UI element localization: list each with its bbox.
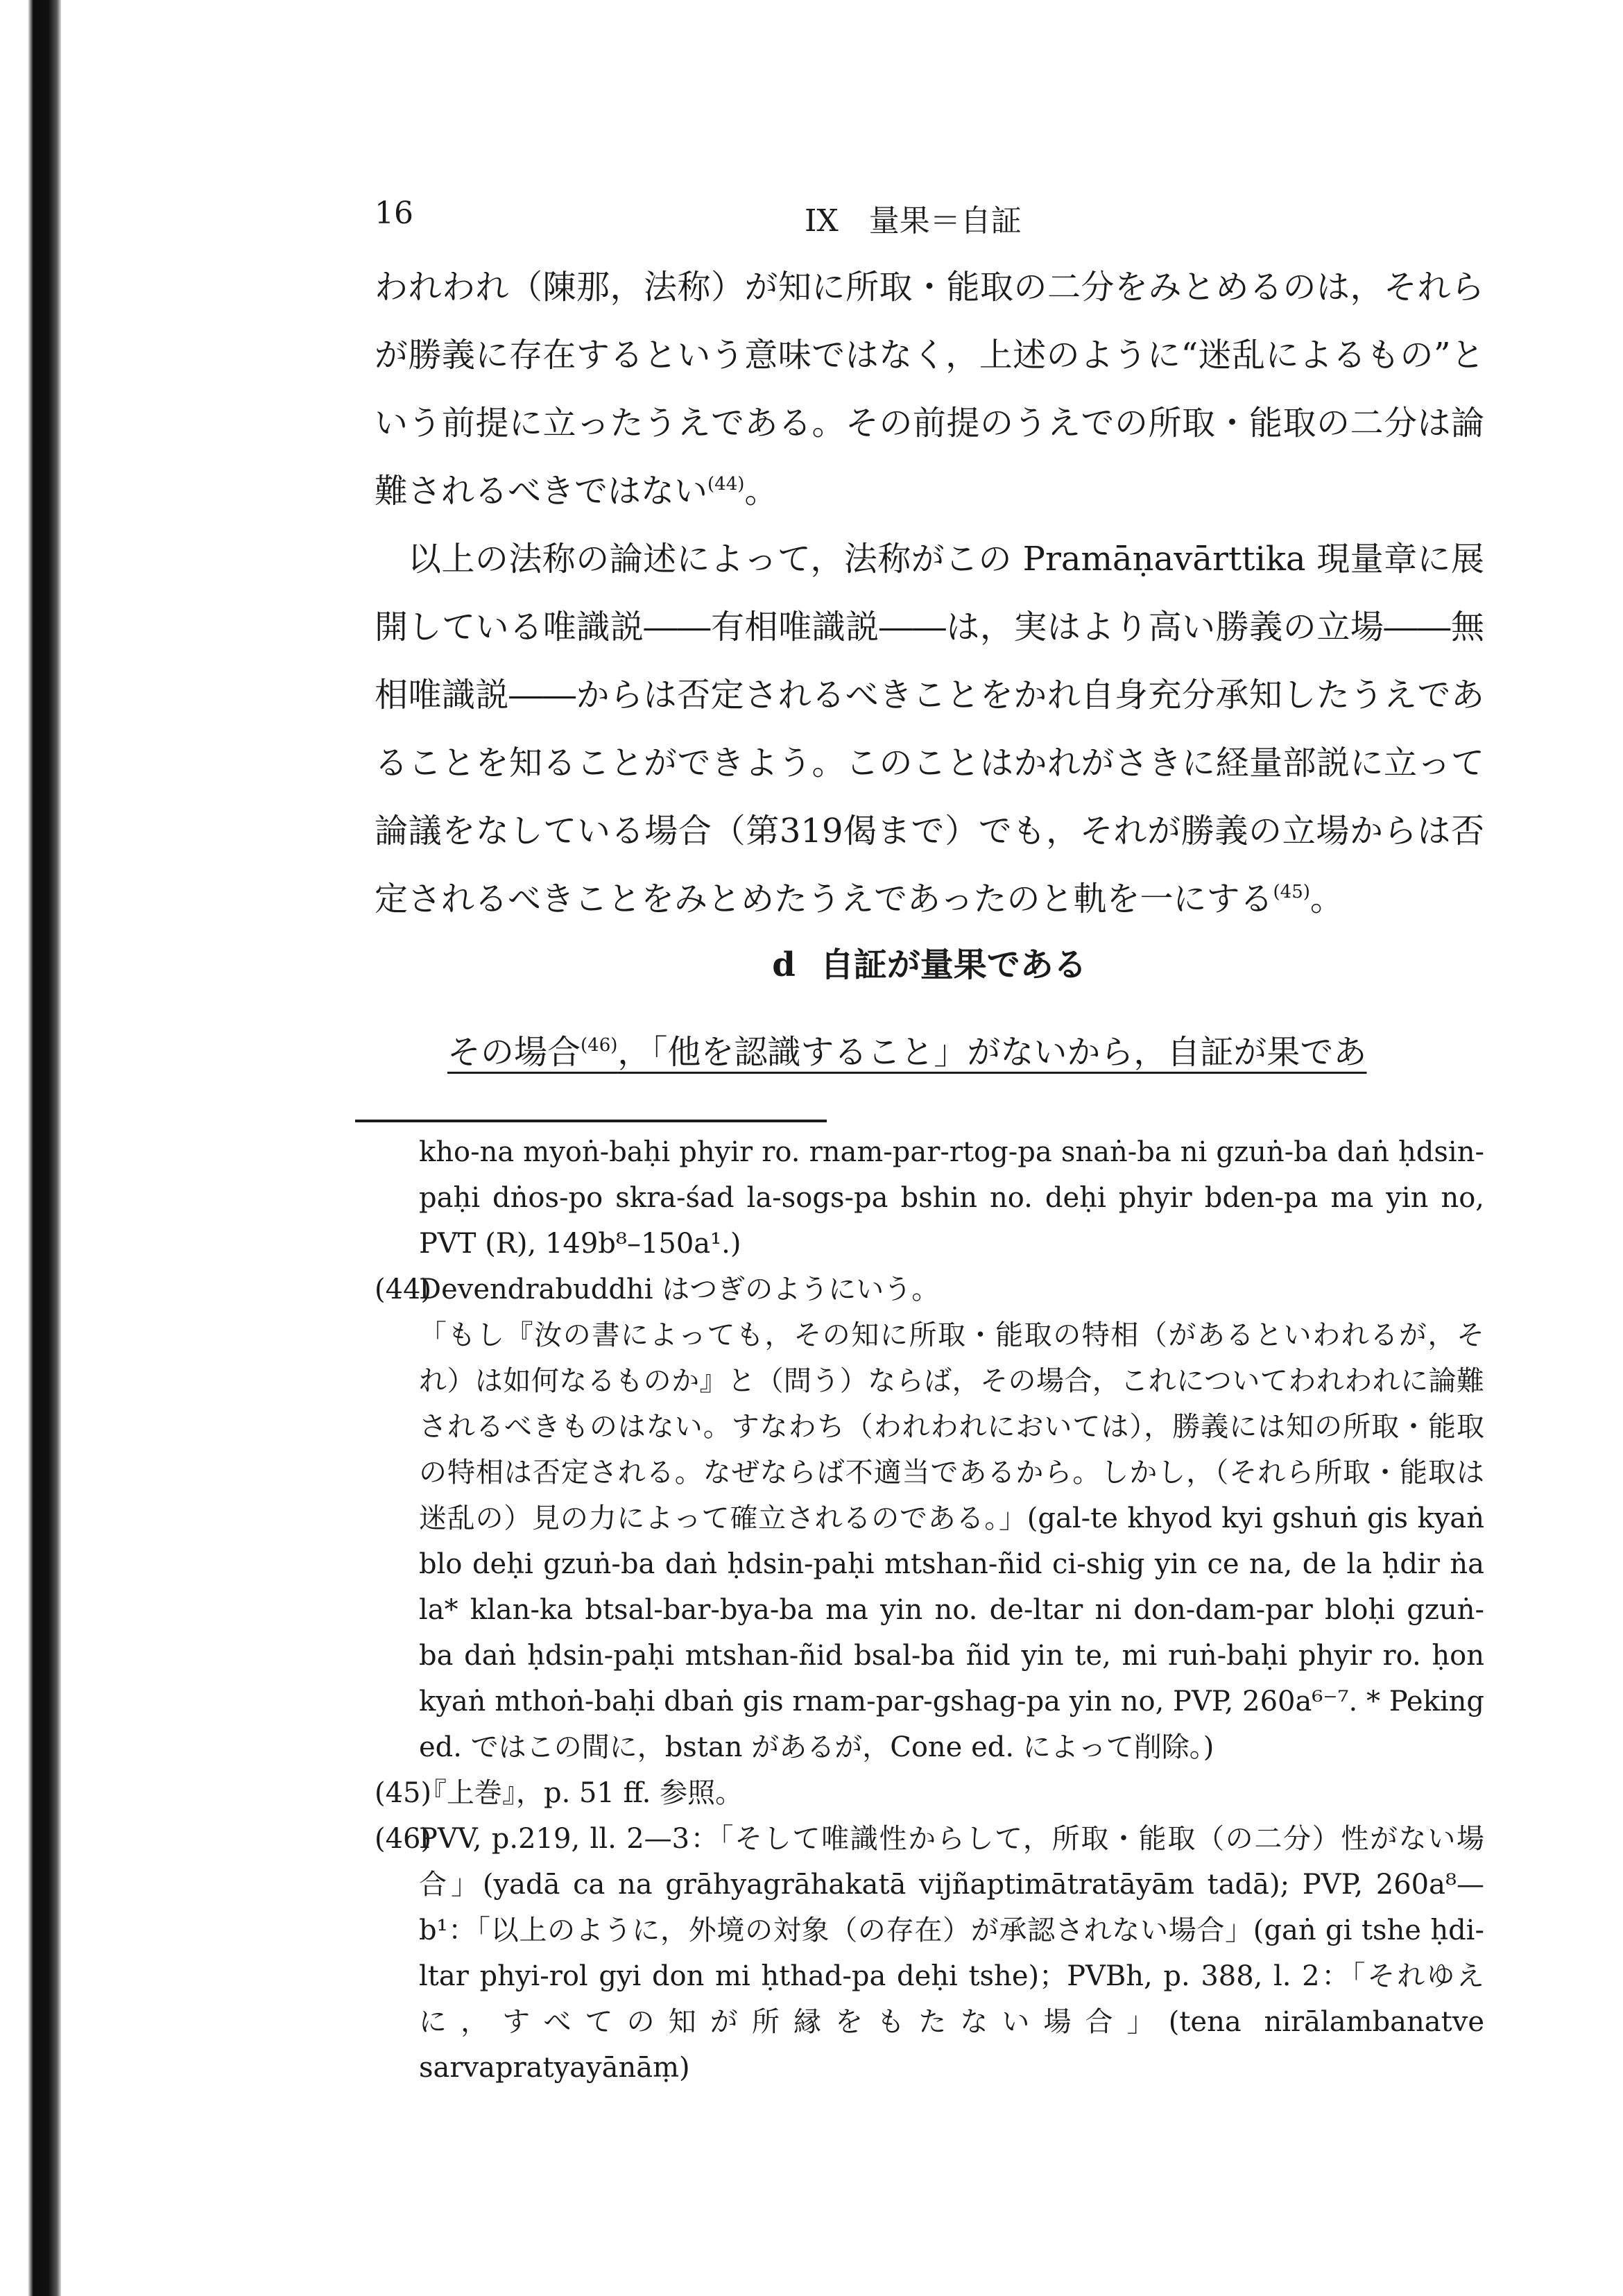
footnote-divider bbox=[355, 1120, 827, 1122]
footnote-44: (44)Devendrabuddhi はつぎのようにいう。 bbox=[375, 1267, 1484, 1312]
footnote-number: (44) bbox=[375, 1274, 432, 1305]
section-heading bbox=[375, 938, 1484, 986]
footnote-46: (46)PVV, p.219, ll. 2—3：「そして唯識性からして，所取・能取（の二分）性がない場合」(yadā ca na grāhyagrāhakatā vijñaptimātratāyām tadā); PVP, 260a⁸—b¹：「以上のように，外境の対象（の存在）が承認されない場合」(gaṅ gi tshe ḥdi-ltar phyi-rol gyi don mi ḥthad-pa deḥi tshe)；PVBh, p. 388, l. 2：「それゆえに，すべての知が所縁をもたない場合」(tena nirālambanatve sarvapratyayānāṃ) bbox=[375, 1816, 1484, 2091]
scan-binding-shadow bbox=[0, 0, 61, 2296]
page-number: 16 bbox=[375, 196, 413, 231]
paragraph-1: われわれ（陳那，法称）が知に所取・能取の二分をみとめるのは，それらが勝義に存在するという意味ではなく，上述のように“迷乱によるもの”という前提に立ったうえである。その前提のうえでの所取・能取の二分は論難されるべきではない$^{(44)}$。 bbox=[375, 268, 1484, 511]
paragraph-2: 以上の法称の論述によって，法称がこの Pramāṇavārttika 現量章に展開している唯識説――有相唯識説――は，実はより高い勝義の立場――無相唯識説――からは否定されるべきことをかれ自身充分承知したうえであることを知ることができよう。このことはかれがさきに経量部説に立って論議をなしている場合（第319偈まで）でも，それが勝義の立場からは否定されるべきことをみとめたうえであったのと軌を一にする$^{(45)}$。 bbox=[375, 540, 1484, 918]
footnote-45: (45)『上巻』，p. 51 ff. 参照。 bbox=[375, 1770, 1484, 1816]
running-head: IX 量果＝自証 bbox=[805, 203, 1022, 239]
section-title: 自証が量果である bbox=[820, 945, 1087, 984]
footnote-number: (46) bbox=[375, 1823, 432, 1855]
footnote-ref-44[interactable]: (44) bbox=[707, 474, 745, 495]
footnote-44-body: 「もし『汝の書によっても，その知に所取・能取の特相（があるといわれるが，それ）は如何なるものか』と（問う）ならば，その場合，これについてわれわれに論難されるべきものはない。すなわち（われわれにおいては），勝義には知の所取・能取の特相は否定される。なぜならば不適当であるから。しかし，（それら所取・能取は迷乱の）見の力によって確立されるのである。」(gal-te khyod kyi gshuṅ gis kyaṅ blo deḥi gzuṅ-ba daṅ ḥdsin-paḥi mtshan-ñid ci-shig yin ce na, de la ḥdir ṅa la* klan-ka btsal-bar-bya-ba ma yin no. de-ltar ni don-dam-par bloḥi gzuṅ-ba daṅ ḥdsin-paḥi mtshan-ñid bsal-ba ñid yin te, mi ruṅ-baḥi phyir ro. ḥon kyaṅ mthoṅ-baḥi dbaṅ gis rnam-par-gshag-pa yin no, PVP, 260a⁶⁻⁷. * Peking ed. ではこの間に，bstan があるが，Cone ed. によって削除。) bbox=[419, 1319, 1484, 1763]
underlined-text-line: その場合$^{(46)}$，「他を認識すること」がないから，自証が果であ bbox=[447, 1033, 1367, 1072]
footnote-ref-45[interactable]: (45) bbox=[1273, 882, 1310, 902]
section-letter: d bbox=[772, 945, 796, 984]
main-text bbox=[375, 253, 1484, 933]
page-header bbox=[375, 196, 1484, 244]
footnote-ref-46[interactable]: (46) bbox=[581, 1035, 618, 1056]
footnote-number: (45) bbox=[375, 1777, 432, 1809]
footnotes bbox=[375, 1129, 1484, 2091]
footnote-continuation: kho-na myoṅ-baḥi phyir ro. rnam-par-rtog-pa snaṅ-ba ni gzuṅ-ba daṅ ḥdsin-paḥi dṅos-po skra-śad la-sogs-pa bshin no. deḥi phyir bden-pa ma yin no, PVT (R), 149b⁸–150a¹.) bbox=[419, 1136, 1484, 1260]
